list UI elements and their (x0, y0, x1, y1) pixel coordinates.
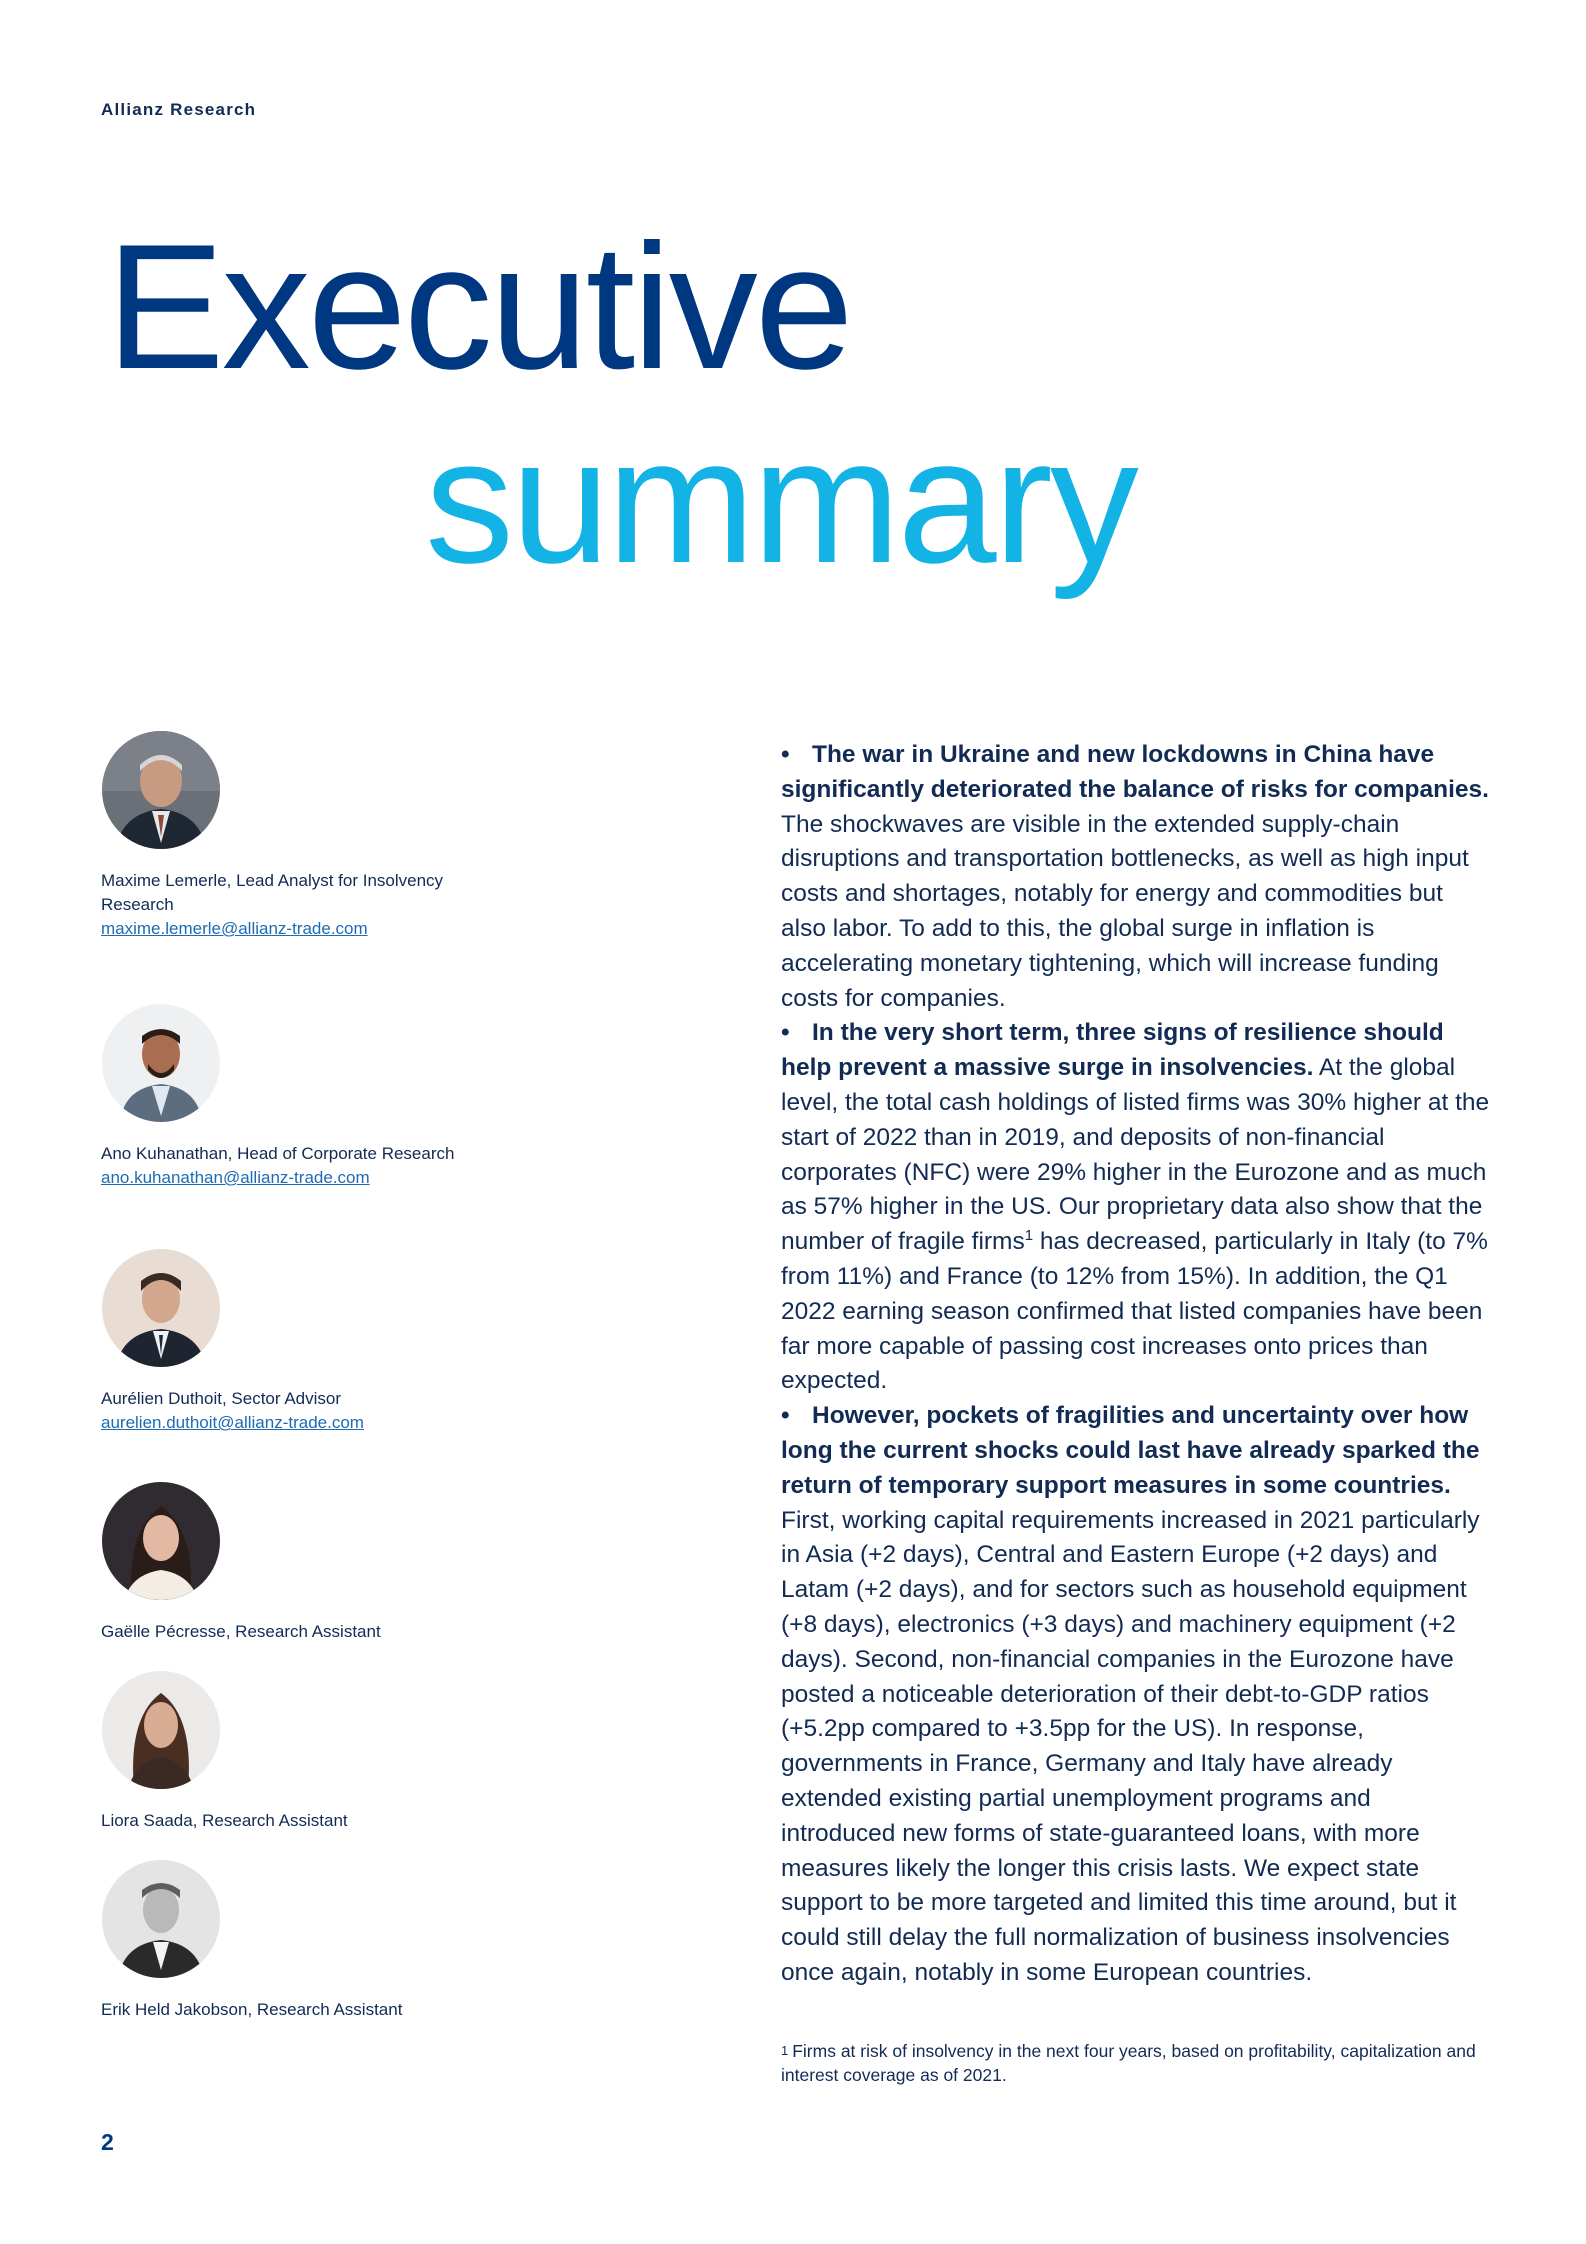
author-email-link[interactable]: maxime.lemerle@allianz-trade.com (101, 919, 368, 938)
footnote-text: Firms at risk of insolvency in the next four years, based on profitability, capitalization and interest coverage as of 2021. (781, 2041, 1476, 2085)
author-card (101, 1004, 461, 1190)
avatar (102, 1860, 220, 1978)
author-name: Liora Saada, Research Assistant (101, 1811, 348, 1830)
page-number: 2 (101, 2129, 114, 2155)
bullet-lead: However, pockets of fragilities and uncertainty over how long the current shocks could last have already sparked the return of temporary support measures in some countries. (781, 1402, 1480, 1499)
bullet-text: At the global level, the total cash holdings of listed firms was 30% higher at the start of 2022 than in 2019, and deposits of non-financial corporates (NFC) were 29% higher in the Eurozone and as much as 57% higher in the US. Our proprietary data also show that the number of fragile firms (781, 1054, 1490, 1256)
author-card (101, 1482, 461, 1644)
footnote-ref[interactable]: 1 (1024, 1227, 1034, 1244)
author-name: Aurélien Duthoit, Sector Advisor (101, 1389, 342, 1408)
footnote (781, 2039, 1481, 2087)
bullet-marker: • (781, 741, 790, 768)
page-title-line1: Executive (106, 207, 851, 406)
author-name: Erik Held Jakobson, Research Assistant (101, 2000, 403, 2019)
author-card (101, 731, 461, 941)
bullet-lead: The war in Ukraine and new lockdowns in China have significantly deteriorated the balance of risks for companies. (781, 741, 1489, 803)
author-email-link[interactable]: ano.kuhanathan@allianz-trade.com (101, 1168, 370, 1187)
author-email-link[interactable]: aurelien.duthoit@allianz-trade.com (101, 1413, 364, 1432)
summary-bullet (781, 1399, 1491, 1991)
bullet-text: The shockwaves are visible in the extended supply-chain disruptions and transportation bottlenecks, as well as high input costs and shortages, notably for energy and commodities but also labor. To add to this, the global surge in inflation is accelerating monetary tightening, which will increase funding costs for companies. (781, 810, 1469, 1012)
bullet-lead: In the very short term, three signs of resilience should help prevent a massive surge in insolvencies. (781, 1019, 1444, 1082)
avatar (102, 1671, 220, 1789)
avatar (102, 731, 220, 849)
avatar (102, 1482, 220, 1600)
summary-bullet (781, 1016, 1491, 1399)
author-name: Maxime Lemerle, Lead Analyst for Insolvency Research (101, 871, 444, 914)
bullet-text: First, working capital requirements increased in 2021 particularly in Asia (+2 days), Central and Eastern Europe (+2 days) and Latam (+2 days), and for sectors such as household equipment (+8 days), electronics (+3 days) and machinery equipment (+2 days). Second, non-financial companies in the Eurozone have posted a noticeable deterioration of their debt-to-GDP ratios (+5.2pp compared to +3.5pp for the US). In response, governments in France, Germany and Italy have already extended existing partial unemployment programs and introduced new forms of state-guaranteed loans, with more measures likely the longer this crisis lasts. We expect state support to be more targeted and limited this time around, but it could still delay the full normalization of business insolvencies once again, notably in some European countries. (781, 1506, 1480, 1986)
footnote-marker: 1 (781, 2043, 789, 2058)
avatar (102, 1249, 220, 1367)
avatar (102, 1004, 220, 1122)
summary-bullet (781, 738, 1491, 1016)
page-title-line2: summary (425, 401, 1136, 600)
author-card (101, 1860, 461, 2022)
summary-body (781, 738, 1491, 1991)
bullet-text: has decreased, particularly in Italy (to 7% from 11%) and France (to 12% from 15%). In addition, the Q1 2022 earning season confirmed that listed companies have been far more capable of passing cost increases onto prices than expected. (781, 1228, 1488, 1395)
bullet-marker: • (781, 1019, 790, 1047)
bullet-marker: • (781, 1402, 790, 1430)
author-card (101, 1671, 461, 1833)
author-name: Gaëlle Pécresse, Research Assistant (101, 1622, 381, 1641)
author-name: Ano Kuhanathan, Head of Corporate Research (101, 1144, 455, 1163)
section-label: Allianz Research (101, 100, 257, 119)
author-card (101, 1249, 461, 1435)
